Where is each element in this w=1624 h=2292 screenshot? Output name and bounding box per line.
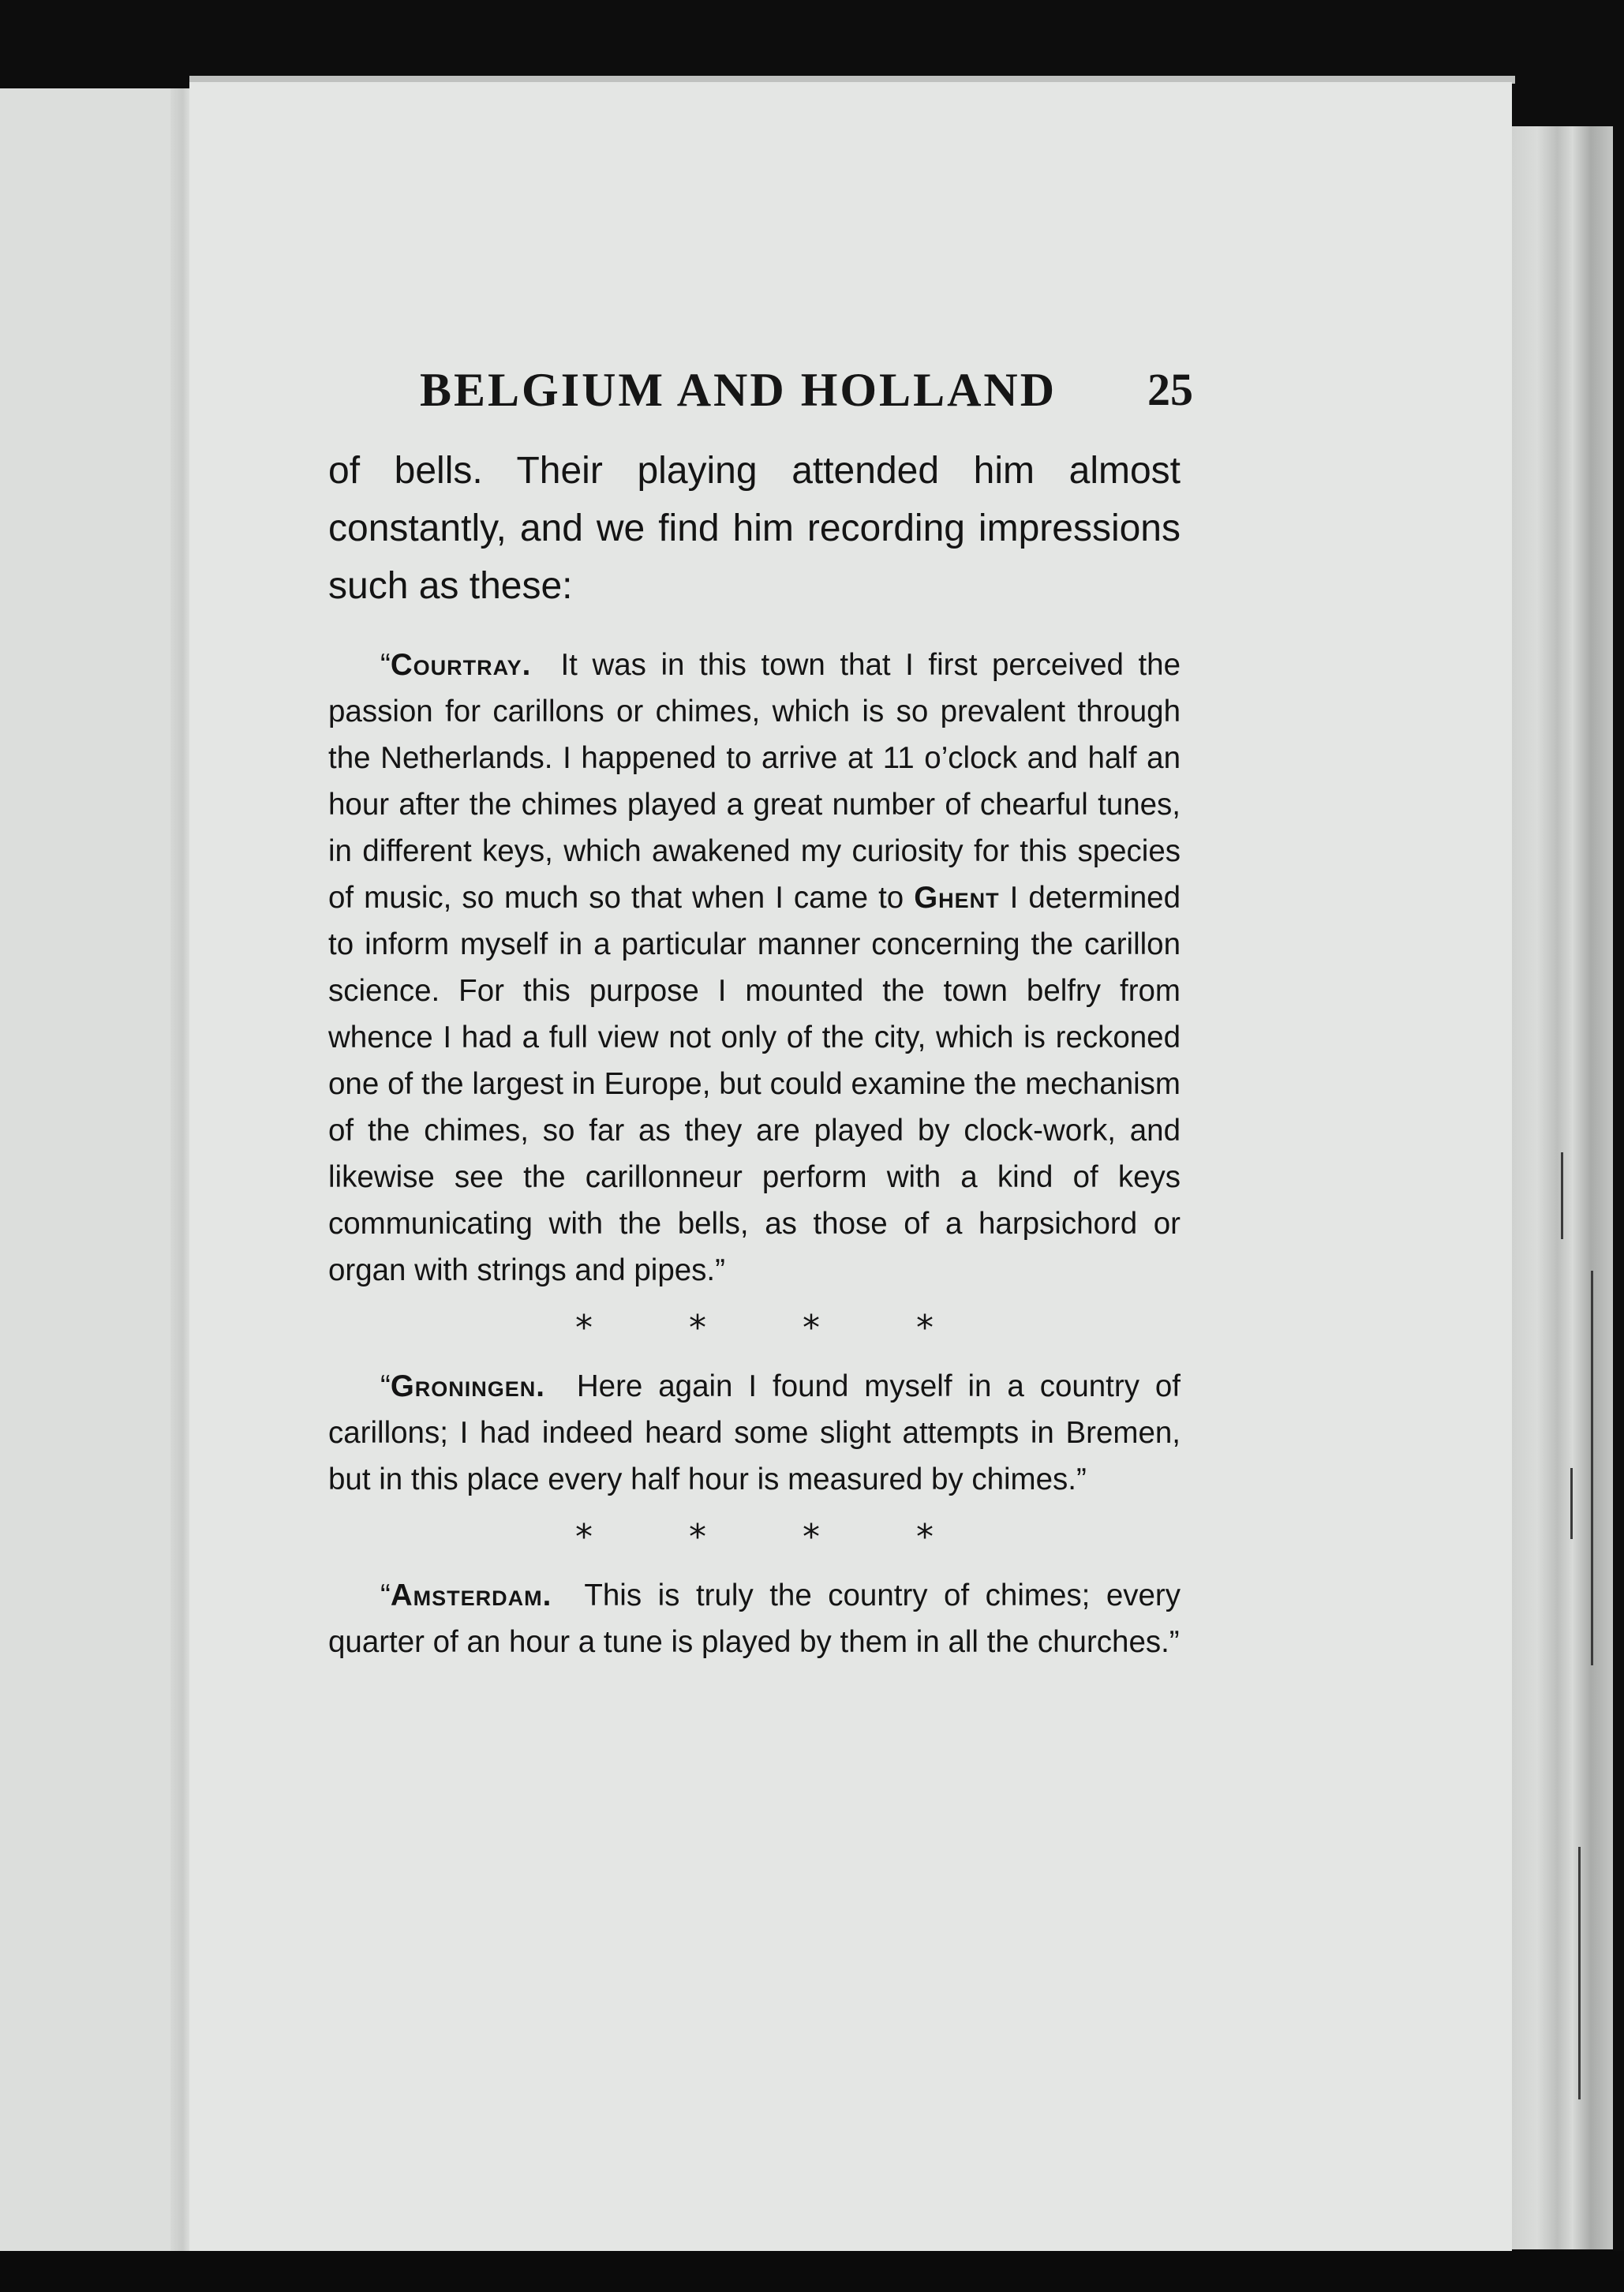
open-quote: “ (380, 1579, 391, 1612)
edge-shadow-line (1578, 1847, 1581, 2099)
open-quote: “ (380, 648, 391, 682)
quote-body (328, 1572, 1181, 1665)
page-number: 25 (1147, 364, 1193, 415)
edge-shadow-line (1591, 1271, 1593, 1665)
place-name: Amsterdam. (390, 1579, 552, 1612)
quote-text-continued: I determined to inform myself in a particular manner concerning the carillon science. For this purpose I mounted the town belfry from whence I had a full view not only of the city, which is reckoned one of the largest in Europe, but could examine the mechanism of the chimes, so far as they are played by clock-work, and likewise see the carillonneur perform with a kind of keys communicating with the bells, as those of a harpsichord or organ with strings and pipes.” (328, 881, 1181, 1287)
running-title: BELGIUM AND HOLLAND (420, 364, 1057, 416)
edge-shadow-line (1570, 1468, 1573, 1539)
section-separator: * * * * (575, 1517, 976, 1557)
quote-body (328, 642, 1181, 1294)
open-quote: “ (380, 1369, 391, 1403)
quote-text: It was in this town that I first perceived the passion for carillons or chimes, which is so prevalent through the Netherlands. I happened to arrive at 11 o’clock and half an hour after the chimes played a great number of chearful tunes, in different keys, which awakened my curiosity for this species of music, so much so that when I came to (328, 648, 1181, 915)
edge-shadow-line (1561, 1152, 1563, 1239)
quote-groningen (328, 1363, 1181, 1503)
section-separator: * * * * (575, 1308, 976, 1348)
lead-paragraph: of bells. Their playing attended him almost constantly, and we find him recording impressions such as these: (328, 450, 1181, 607)
quote-text: This is truly the country of chimes; every quarter of an hour a tune is played by them in all the churches.” (328, 1579, 1181, 1659)
quote-text: Here again I found myself in a country of carillons; I had indeed heard some slight attempts in Bremen, but in this place every half hour is measured by chimes.” (328, 1369, 1181, 1496)
place-name: Courtray. (390, 648, 532, 682)
quote-body (328, 1363, 1181, 1503)
left-page-edge (0, 88, 189, 2251)
place-name: Groningen. (390, 1369, 545, 1403)
scan-bottom-border (0, 2251, 1624, 2292)
quote-amsterdam (328, 1572, 1181, 1665)
page-stack-edges (1512, 126, 1613, 2249)
inline-place-name: Ghent (914, 881, 1000, 915)
running-head (420, 357, 1193, 423)
body-text (328, 442, 1181, 1665)
quote-courtray (328, 642, 1181, 1294)
